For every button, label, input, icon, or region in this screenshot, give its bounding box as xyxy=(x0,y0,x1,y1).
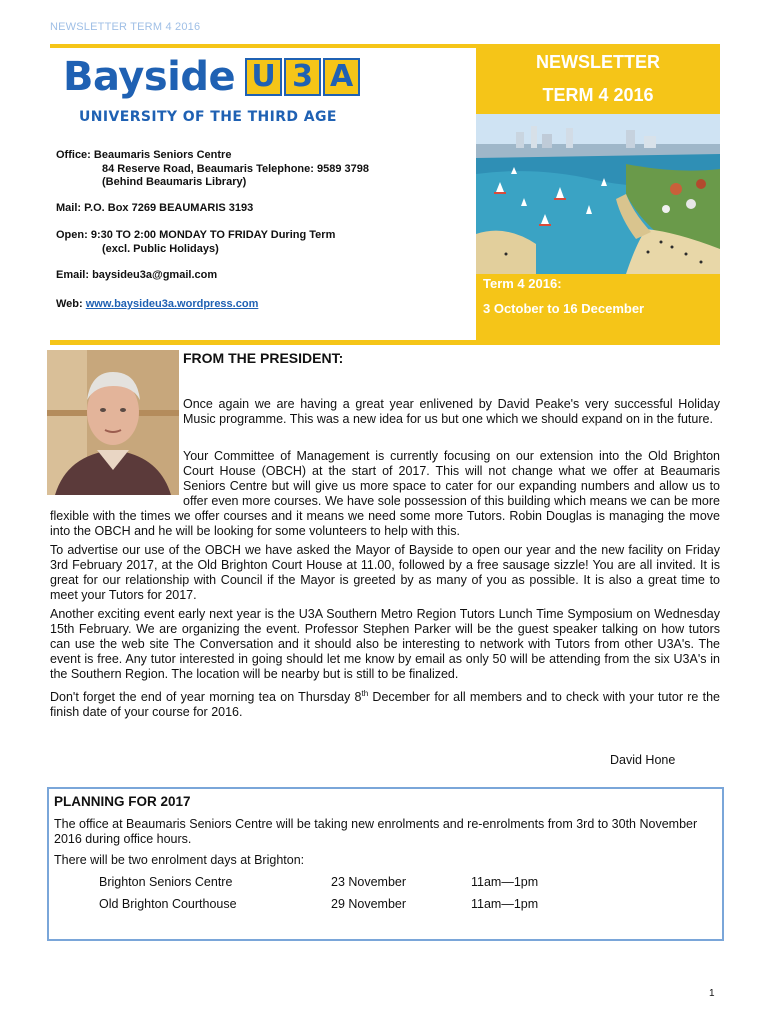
president-paragraph-3: To advertise our use of the OBCH we have asked the Mayor of Bayside to open our year and the new facility on Friday 3rd February 2017, at the Old Brighton Court House at 11.00, followed by a free sausage sizzle! You are all invited. It is great for our relationship with Council if the Mayor is greeted by as many of you as possible. It is also a great time to meet your Tutors for 2017. xyxy=(50,543,720,602)
planning-box xyxy=(47,787,724,941)
president-paragraph-4: Another exciting event early next year is the U3A Southern Metro Region Tutors Lunch Time Symposium on Wednesday 15th February. We are organizing the event. Professor Stephen Parker will be the guest speaker talking on how tutors can use the web site The Conversation and it should also be interesting to network with Tutors from other U3A's. The event is free. Any tutor interested in going should let me know by email as only 50 will be attending from the six U3A's in the Southern Region. The location will be nearby but is still to be finalized. xyxy=(50,607,720,681)
paragraph-5-end: December for all members and to check with your tutor re the finish date of your course for 2016. xyxy=(50,690,720,720)
bayside-u3a-logo xyxy=(63,54,362,125)
paragraph-5-start: Don't forget the end of year morning tea on Thursday 8 xyxy=(50,690,362,705)
header-rule-bottom xyxy=(50,340,720,345)
web-link[interactable]: www.baysideu3a.wordpress.com xyxy=(85,298,259,310)
bay-painting-image xyxy=(476,114,720,274)
logo-name: Bayside xyxy=(63,54,236,100)
newsletter-title: NEWSLETTER xyxy=(536,52,660,72)
office-line-1: Office: Beaumaris Seniors Centre xyxy=(56,149,232,161)
president-body xyxy=(50,449,720,720)
email-line: Email: baysideu3a@gmail.com xyxy=(56,269,218,281)
logo-tile-a: A xyxy=(323,58,360,96)
logo-subtitle: UNIVERSITY OF THE THIRD AGE xyxy=(79,109,337,125)
term-label: Term 4 2016: xyxy=(483,276,562,291)
logo-tile-3: 3 xyxy=(284,58,321,96)
president-paragraph-2: Your Committee of Management is currently focusing on our extension into the Old Brighton Court House (OBCH) at the start of 2017. This will not change what we offer at Beaumaris Seniors Centre but will give us more space to cater for our expanding numbers and allow us to offer even more courses. We have sole possession of this building which means we can be more flexible with the times we offer courses and it means we need some more Tutors. Robin Douglas is managing the move into the OBCH and he will be looking for some volunteers to help with this. xyxy=(50,449,720,538)
office-line-2: 84 Reserve Road, Beaumaris Telephone: 9589 3798 xyxy=(102,162,369,175)
schedule-time: 11am—1pm xyxy=(471,875,539,889)
newsletter-term-title: TERM 4 2016 xyxy=(542,85,654,105)
president-paragraph-5 xyxy=(50,686,720,720)
schedule-date: 23 November xyxy=(331,875,407,889)
web-label: Web: xyxy=(56,298,86,310)
page-number: 1 xyxy=(709,988,715,999)
term-dates: 3 October to 16 December xyxy=(483,301,645,316)
president-heading: FROM THE PRESIDENT: xyxy=(183,350,344,366)
schedule-venue: Brighton Seniors Centre xyxy=(99,875,233,889)
open-line-2: (excl. Public Holidays) xyxy=(102,242,219,255)
schedule-venue: Old Brighton Courthouse xyxy=(99,897,237,911)
logo-u3a-tiles xyxy=(245,58,362,96)
planning-text-2: There will be two enrolment days at Brighton: xyxy=(54,853,305,867)
logo-tile-u: U xyxy=(245,58,282,96)
schedule-date: 29 November xyxy=(331,897,407,911)
office-line-3: (Behind Beaumaris Library) xyxy=(102,176,247,188)
mail-line: Mail: P.O. Box 7269 BEAUMARIS 3193 xyxy=(56,202,254,214)
open-line-1: Open: 9:30 TO 2:00 MONDAY TO FRIDAY During Term xyxy=(56,229,336,241)
planning-heading: PLANNING FOR 2017 xyxy=(54,794,191,809)
paragraph-5-superscript: th xyxy=(361,689,369,698)
president-paragraph-1: Once again we are having a great year enlivened by David Peake's very successful Holiday Music programme. This was a new idea for us but one which we should expand on in the future. xyxy=(183,397,720,426)
planning-text-1: The office at Beaumaris Seniors Centre will be taking new enrolments and re-enrolments from 3rd to 30th November 2016 during office hours. xyxy=(54,817,698,846)
header-rule-top xyxy=(50,44,480,48)
web-line xyxy=(56,298,258,312)
schedule-time: 11am—1pm xyxy=(471,897,539,911)
president-signature: David Hone xyxy=(610,753,676,767)
running-head: NEWSLETTER TERM 4 2016 xyxy=(50,21,201,33)
newsletter-panel xyxy=(476,44,720,340)
